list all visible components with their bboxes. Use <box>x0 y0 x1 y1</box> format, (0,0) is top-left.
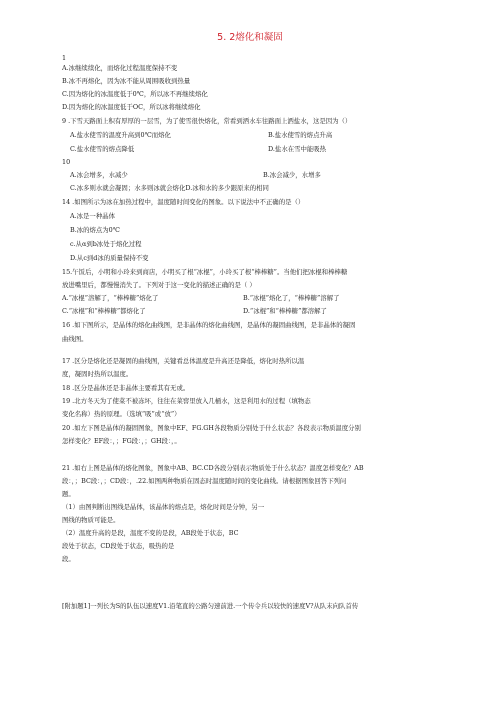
appendix-question: [附加题1]一列长为S的队伍以速度V1.沿笔直的公路匀速前进.一个传令兵以较快的速度V?从队末向队首传 <box>62 602 359 610</box>
q9-option-d: D.盐水在雪中能吸热 <box>268 145 327 153</box>
q1-option-a: A.冰继续续化，而熔化过程温度保持不变 <box>62 64 178 72</box>
q22-part1-line2: 图线的物质可能是。 <box>62 516 120 524</box>
q15-option-a: A.“冰棍”溶解了，“棒棒糖”熔化了 <box>62 294 159 302</box>
q18-line1: 18 .区分是晶体还是非晶体主要看其有无或。 <box>62 384 190 392</box>
q17-line1: 17 .区分是熔化还是凝固的曲线图，关键看总体温度是升高还是降低，熔化时热所以温 <box>62 357 305 365</box>
q15-stem-line2: 放进嘴里后，都慢慢消失了。下列对于这一变化的描述正确的是（ ） <box>62 281 256 289</box>
q14-option-a: A.冰是一种晶体 <box>70 212 115 220</box>
q19-line1: 19 .北方冬天为了使菜不被冻坏，往往在菜窖里放入几桶水，这是利用水的过程（填物态 <box>62 397 311 405</box>
q15-option-b: B.“冰棍”熔化了，“棒棒糖”溶解了 <box>243 294 340 302</box>
q20-line2: 怎样变化？EF段：，；FG段：，；GH段：，。 <box>62 437 181 445</box>
q1-option-b: B.冰不再熔化，因为冰不能从周围吸收到热量 <box>62 77 191 85</box>
q9-option-c: C.盐水使雪的熔点降低 <box>70 145 135 153</box>
q14-stem: 14 .如图所示为冰在加热过程中，温度随时间变化的图象。以下说法中不正确的是（） <box>62 198 305 206</box>
q9-option-a: A.盐水使雪的温度升高到0℃而熔化 <box>70 131 171 139</box>
q19-line2: 变化名称）热的原理。（选填“吸”或“放”） <box>62 410 181 418</box>
q17-line2: 度，凝固时热所以温度。 <box>62 370 133 378</box>
q21-line1: 21 .如右上图是晶体的熔化图象，图象中AB、BC.CD各段分别表示物质处于什么状态？温度怎样变化？AB <box>62 464 364 472</box>
q15-option-c: C.“冰棍”和“棒棒糖”都熔化了 <box>62 307 146 315</box>
q14-option-b: B.冰的熔点为0℃ <box>70 226 120 234</box>
q22-part1-line1: （1）由图判断出图线是晶体，该晶体的熔点是，熔化时间是分钟，另一 <box>62 503 265 511</box>
q9-stem: 9 .下雪天路面上积有厚厚的一层雪，为了使雪很快熔化，常看到洒水车往路面上洒盐水，这是因为（） <box>62 117 352 125</box>
q21-line3: 题。 <box>62 490 75 498</box>
q10-number: 10 <box>62 158 71 166</box>
q15-stem-line1: 15.午饭后，小明和小玲来到商店，小明买了根“冰棍”，小玲买了根“棒棒糖”。当他们把冰棍和棒棒糖 <box>62 268 348 276</box>
q22-part2-line1: （2）温度升高的是段，温度不变的是段，AB段处于状态，BC <box>62 529 239 537</box>
q10-option-b: B.冰会减少，水增多 <box>263 171 321 179</box>
q9-option-b: B.盐水使雪的熔点升高 <box>268 131 333 139</box>
q22-part2-line2: 段处于状态，CD段处于状态，吸热的是 <box>62 542 175 550</box>
q1-option-c: C.因为熔化的冰温度低于0℃，所以冰不再继续熔化 <box>62 90 208 98</box>
q14-option-d: D.从c到d冰的质量保持不变 <box>70 254 149 262</box>
q22-part2-line3: 段。 <box>62 555 75 563</box>
q20-line1: 20 .如左下图是晶体的凝固图象，图象中EF、FG.GH各段物质分别处于什么状态？各段表示物质温度分别 <box>62 424 361 432</box>
page-title: 5. 2熔化和凝固 <box>217 32 283 43</box>
q21-line2: 段：，；BC段：，；CD段：，.22.如图两种物质在固态时温度随时间的变化曲线。请根据图象回答下列问 <box>62 477 347 485</box>
q10-option-a: A.冰会增多，水减少 <box>70 171 128 179</box>
q15-option-d: D.“冰棍”和“棒棒糖”都溶解了 <box>243 307 327 315</box>
q16-line2: 曲线图。 <box>62 335 88 343</box>
q10-option-cd: C.冰多则水就会凝固；水多则冰就会熔化D.冰和水的多少跟原来的相同 <box>70 184 269 192</box>
q1-option-d: D.因为熔化的冰温度低于OC，所以冰将继续熔化 <box>62 103 201 111</box>
q1-number: 1 <box>62 54 67 62</box>
q14-option-c: c.从α到b冰处于熔化过程 <box>70 240 142 248</box>
q16-line1: 16 .如下图所示，是晶体的熔化曲线图，是非晶体的熔化曲线图，是晶体的凝固曲线图，是非晶体的凝固 <box>62 321 356 329</box>
